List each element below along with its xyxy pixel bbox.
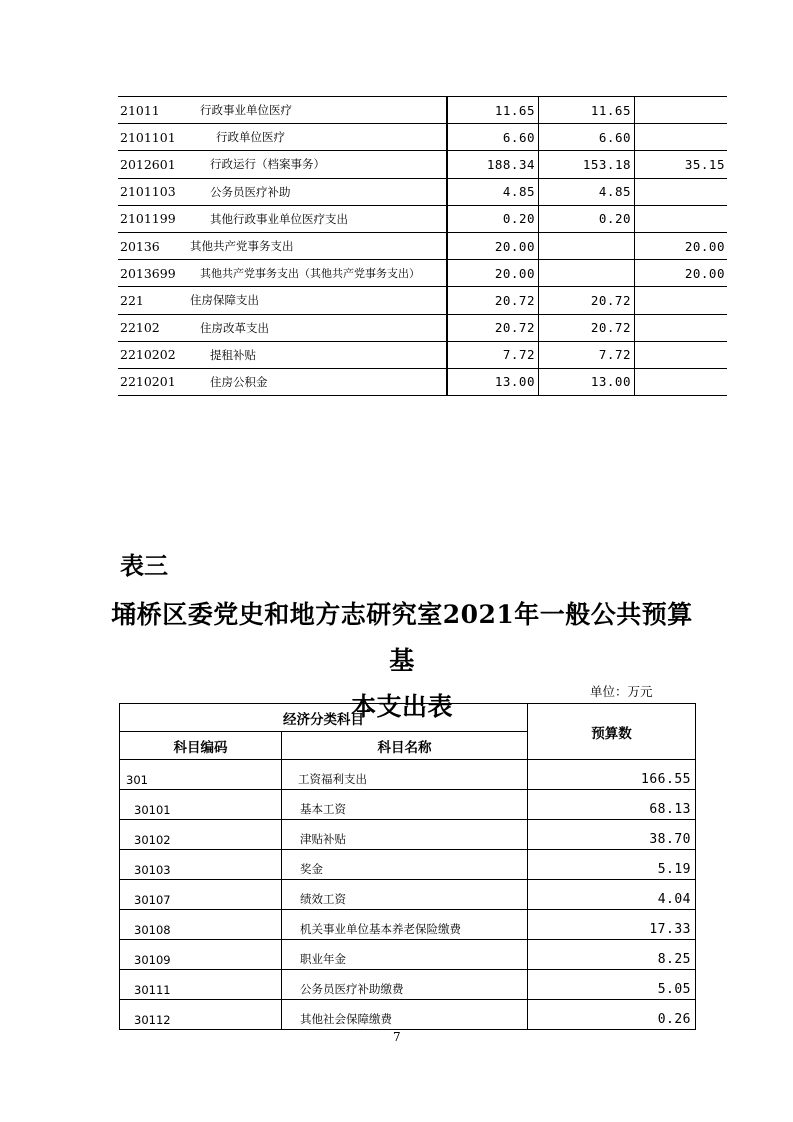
row-basic: 6.60 (539, 124, 635, 151)
row-code: 21011 (120, 102, 160, 118)
row-name: 住房改革支出 (188, 314, 447, 341)
table-row (120, 1000, 696, 1030)
row-project (635, 314, 728, 341)
header-economic-classification: 经济分类科目 (120, 704, 528, 732)
row-basic (539, 232, 635, 259)
table-row (118, 178, 727, 205)
row-code: 30109 (120, 940, 282, 970)
row-name: 住房保障支出 (188, 287, 447, 314)
table-row (118, 341, 727, 368)
row-project (635, 287, 728, 314)
page-number: 7 (393, 1030, 401, 1044)
section-label: 表三 (120, 551, 168, 580)
row-basic: 20.72 (539, 314, 635, 341)
table-row (118, 124, 727, 151)
row-code: 30111 (120, 970, 282, 1000)
row-code: 2210202 (120, 347, 176, 363)
row-name: 其他行政事业单位医疗支出 (188, 205, 447, 232)
row-amount: 0.26 (528, 1000, 696, 1030)
row-basic: 153.18 (539, 151, 635, 178)
table-row (118, 151, 727, 178)
row-amount: 5.05 (528, 970, 696, 1000)
row-name: 公务员医疗补助 (188, 178, 447, 205)
row-code: 30108 (120, 910, 282, 940)
row-total: 20.00 (447, 260, 539, 287)
row-project (635, 178, 728, 205)
row-name: 行政运行（档案事务） (188, 151, 447, 178)
row-code: 30101 (120, 790, 282, 820)
table-row (120, 850, 696, 880)
row-amount: 8.25 (528, 940, 696, 970)
table-row (120, 820, 696, 850)
row-code: 20136 (120, 238, 160, 254)
row-project: 35.15 (684, 156, 725, 172)
row-name: 奖金 (282, 850, 528, 880)
row-name: 其他共产党事务支出 (188, 232, 447, 259)
row-project (635, 124, 728, 151)
row-name: 津贴补贴 (282, 820, 528, 850)
row-amount: 17.33 (528, 910, 696, 940)
row-code: 2101199 (120, 211, 176, 227)
row-total: 188.34 (447, 151, 539, 178)
row-name: 基本工资 (282, 790, 528, 820)
row-project: 20.00 (684, 265, 725, 281)
table-row (118, 205, 727, 232)
row-name: 其他社会保障缴费 (282, 1000, 528, 1030)
row-code: 30107 (120, 880, 282, 910)
table-row (120, 970, 696, 1000)
row-total: 7.72 (447, 341, 539, 368)
header-row (120, 704, 696, 732)
row-basic: 4.85 (539, 178, 635, 205)
row-project (635, 205, 728, 232)
row-code: 30102 (120, 820, 282, 850)
row-basic: 11.65 (539, 97, 635, 124)
header-subject-name: 科目名称 (282, 732, 528, 760)
row-total: 0.20 (447, 205, 539, 232)
header-budget-amount: 预算数 (528, 704, 696, 760)
unit-label: 单位：万元 (590, 684, 653, 699)
row-basic: 0.20 (539, 205, 635, 232)
row-name: 行政事业单位医疗 (188, 97, 447, 124)
row-basic: 13.00 (539, 368, 635, 395)
row-total: 4.85 (447, 178, 539, 205)
row-name: 机关事业单位基本养老保险缴费 (282, 910, 528, 940)
row-project (635, 341, 728, 368)
row-code: 221 (120, 292, 144, 308)
row-name: 其他共产党事务支出（其他共产党事务支出） (188, 260, 447, 287)
table-row (118, 260, 727, 287)
table-row (118, 287, 727, 314)
row-name: 提租补贴 (188, 341, 447, 368)
title-line-1: 埇桥区委党史和地方志研究室2021年一般公共预算基 (111, 600, 693, 675)
row-total: 11.65 (447, 97, 539, 124)
row-total: 13.00 (447, 368, 539, 395)
table-row (120, 910, 696, 940)
row-code: 22102 (120, 320, 160, 336)
table-row (118, 368, 727, 395)
row-basic: 7.72 (539, 341, 635, 368)
row-project (635, 368, 728, 395)
row-amount: 4.04 (528, 880, 696, 910)
row-amount: 38.70 (528, 820, 696, 850)
row-code: 2013699 (120, 265, 176, 281)
table-row (120, 760, 696, 790)
row-code: 2101101 (120, 129, 176, 145)
row-code: 2210201 (120, 374, 176, 390)
row-code: 2101103 (120, 184, 176, 200)
table-row (118, 314, 727, 341)
row-amount: 68.13 (528, 790, 696, 820)
basic-expenditure-table (119, 703, 696, 1030)
row-basic (539, 260, 635, 287)
row-basic: 20.72 (539, 287, 635, 314)
continued-budget-table (118, 96, 727, 396)
table-row (120, 940, 696, 970)
table-row (120, 790, 696, 820)
row-name: 住房公积金 (188, 368, 447, 395)
row-name: 工资福利支出 (282, 760, 528, 790)
row-total: 20.72 (447, 314, 539, 341)
table-row (120, 880, 696, 910)
row-code: 301 (120, 760, 282, 790)
row-code: 30112 (120, 1000, 282, 1030)
table-row (118, 97, 727, 124)
row-total: 20.72 (447, 287, 539, 314)
row-project: 20.00 (684, 238, 725, 254)
row-code: 2012601 (120, 156, 176, 172)
row-total: 6.60 (447, 124, 539, 151)
row-name: 公务员医疗补助缴费 (282, 970, 528, 1000)
table-row (118, 232, 727, 259)
row-name: 职业年金 (282, 940, 528, 970)
row-code: 30103 (120, 850, 282, 880)
row-name: 绩效工资 (282, 880, 528, 910)
row-total: 20.00 (447, 232, 539, 259)
row-amount: 166.55 (528, 760, 696, 790)
row-project (635, 97, 728, 124)
title-line-2: 本支出表 (350, 692, 453, 721)
row-amount: 5.19 (528, 850, 696, 880)
header-subject-code: 科目编码 (120, 732, 282, 760)
row-name: 行政单位医疗 (188, 124, 447, 151)
